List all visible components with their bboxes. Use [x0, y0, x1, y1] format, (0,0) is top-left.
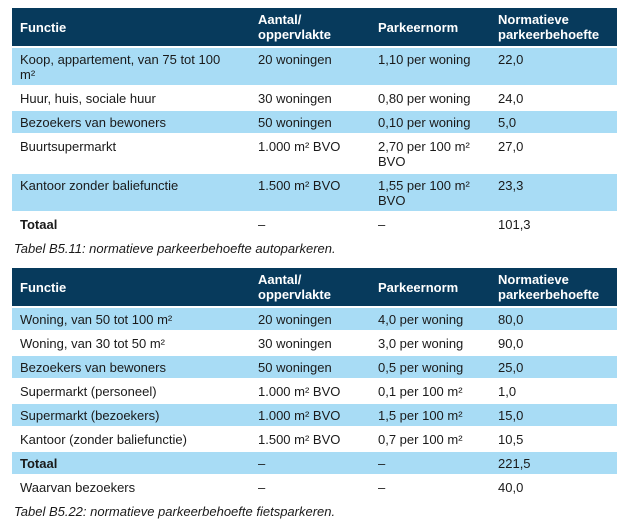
table-row [12, 86, 617, 110]
norm-cell: – [370, 451, 490, 475]
table-header [12, 268, 617, 307]
need-cell: 90,0 [490, 331, 617, 355]
function-cell: Koop, appartement, van 75 tot 100 m² [12, 47, 250, 86]
table-row [12, 212, 617, 236]
header-row [12, 8, 617, 47]
norm-cell: 1,55 per 100 m² BVO [370, 173, 490, 212]
table-row [12, 173, 617, 212]
amount-cell: 20 woningen [250, 307, 370, 331]
norm-cell: 1,10 per woning [370, 47, 490, 86]
norm-cell: 0,1 per 100 m² [370, 379, 490, 403]
amount-cell: 30 woningen [250, 86, 370, 110]
amount-cell: 50 woningen [250, 110, 370, 134]
table-header [12, 8, 617, 47]
column-header-aantal-oppervlakte: Aantal/ oppervlakte [250, 8, 370, 47]
table-body [12, 307, 617, 499]
function-cell: Supermarkt (personeel) [12, 379, 250, 403]
amount-cell: 30 woningen [250, 331, 370, 355]
norm-cell: 4,0 per woning [370, 307, 490, 331]
norm-cell: 3,0 per woning [370, 331, 490, 355]
function-cell: Woning, van 50 tot 100 m² [12, 307, 250, 331]
function-cell: Kantoor zonder baliefunctie [12, 173, 250, 212]
autoparkeren-table [12, 8, 617, 237]
norm-cell: – [370, 475, 490, 499]
function-cell: Bezoekers van bewoners [12, 110, 250, 134]
column-header-parkeernorm: Parkeernorm [370, 8, 490, 47]
need-cell: 24,0 [490, 86, 617, 110]
column-header-functie: Functie [12, 8, 250, 47]
need-cell: 10,5 [490, 427, 617, 451]
norm-cell: 0,80 per woning [370, 86, 490, 110]
table-caption-b5-22: Tabel B5.22: normatieve parkeerbehoefte fietsparkeren. [14, 504, 336, 519]
function-cell: Woning, van 30 tot 50 m² [12, 331, 250, 355]
function-cell: Kantoor (zonder baliefunctie) [12, 427, 250, 451]
need-cell: 5,0 [490, 110, 617, 134]
need-cell: 40,0 [490, 475, 617, 499]
need-cell: 27,0 [490, 134, 617, 173]
norm-cell: 0,5 per woning [370, 355, 490, 379]
need-cell: 23,3 [490, 173, 617, 212]
amount-cell: 1.000 m² BVO [250, 403, 370, 427]
amount-cell: 1.500 m² BVO [250, 427, 370, 451]
table-row [12, 379, 617, 403]
need-cell: 221,5 [490, 451, 617, 475]
norm-cell: 0,10 per woning [370, 110, 490, 134]
amount-cell: 50 woningen [250, 355, 370, 379]
function-cell: Waarvan bezoekers [12, 475, 250, 499]
table-row [12, 355, 617, 379]
table-row [12, 403, 617, 427]
column-header-functie: Functie [12, 268, 250, 307]
amount-cell: 20 woningen [250, 47, 370, 86]
function-cell: Supermarkt (bezoekers) [12, 403, 250, 427]
table-body [12, 47, 617, 236]
fietsparkeren-table [12, 268, 617, 500]
need-cell: 101,3 [490, 212, 617, 236]
need-cell: 1,0 [490, 379, 617, 403]
function-cell: Bezoekers van bewoners [12, 355, 250, 379]
table-row [12, 307, 617, 331]
function-cell: Totaal [12, 212, 250, 236]
column-header-normatieve-parkeerbehoefte: Normatieve parkeerbehoefte [490, 8, 617, 47]
table-row [12, 134, 617, 173]
table-row [12, 110, 617, 134]
column-header-normatieve-parkeerbehoefte: Normatieve parkeerbehoefte [490, 268, 617, 307]
amount-cell: – [250, 212, 370, 236]
table-row [12, 427, 617, 451]
need-cell: 15,0 [490, 403, 617, 427]
amount-cell: – [250, 451, 370, 475]
norm-cell: 1,5 per 100 m² [370, 403, 490, 427]
need-cell: 25,0 [490, 355, 617, 379]
amount-cell: 1.500 m² BVO [250, 173, 370, 212]
table-row [12, 451, 617, 475]
header-row [12, 268, 617, 307]
norm-cell: 0,7 per 100 m² [370, 427, 490, 451]
amount-cell: 1.000 m² BVO [250, 379, 370, 403]
norm-cell: – [370, 212, 490, 236]
function-cell: Totaal [12, 451, 250, 475]
amount-cell: 1.000 m² BVO [250, 134, 370, 173]
amount-cell: – [250, 475, 370, 499]
table-row [12, 331, 617, 355]
table-caption-b5-11: Tabel B5.11: normatieve parkeerbehoefte autoparkeren. [14, 241, 336, 256]
norm-cell: 2,70 per 100 m² BVO [370, 134, 490, 173]
need-cell: 22,0 [490, 47, 617, 86]
need-cell: 80,0 [490, 307, 617, 331]
column-header-aantal-oppervlakte: Aantal/ oppervlakte [250, 268, 370, 307]
table-row [12, 475, 617, 499]
table-row [12, 47, 617, 86]
function-cell: Buurtsupermarkt [12, 134, 250, 173]
function-cell: Huur, huis, sociale huur [12, 86, 250, 110]
column-header-parkeernorm: Parkeernorm [370, 268, 490, 307]
